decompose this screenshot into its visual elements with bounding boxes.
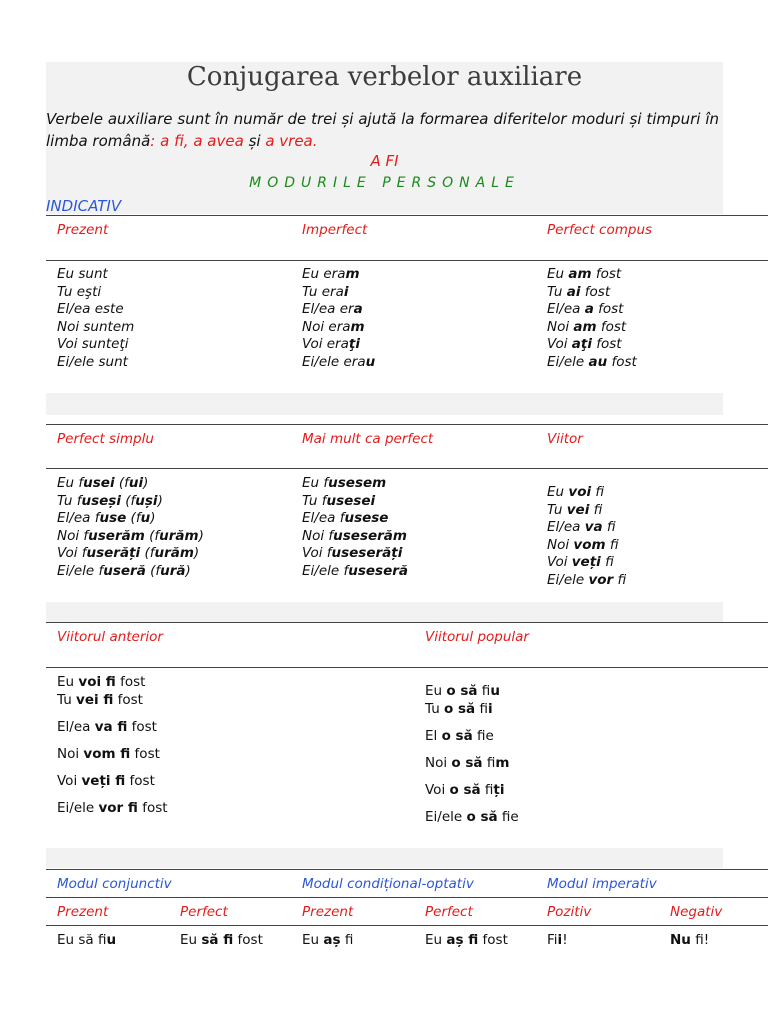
value-imperativ-negativ: Nu fi! [670,932,710,948]
conjugation-row: Ei/ele o să fie [425,809,519,825]
conjugation-row: Eu fusei (fui) [57,475,149,491]
header-viitorul-anterior: Viitorul anterior [57,629,163,645]
header-viitorul-popular: Viitorul popular [425,629,529,645]
conjugation-viitorul-anterior [57,674,168,818]
conjugation-row: El/ea fuse (fu) [57,510,156,526]
conjugation-row: Eu o să fiu [425,683,500,699]
tense-label: Pozitiv [547,904,592,920]
spacer-shade-2 [46,602,723,622]
conjugation-perfect-compus [547,266,637,371]
intro-text: Verbele auxiliare sunt în număr de trei și ajută la formarea diferitelor moduri și timpuri în limba română [46,110,719,150]
header-imperfect: Imperfect [302,222,368,238]
divider [46,424,768,425]
conjugation-row: Noi vom fi [547,536,619,553]
value-imperativ-pozitiv: Fii! [547,932,568,948]
conjugation-row: El/ea va fi [547,519,616,535]
value-conditional-prezent: Eu aș fi [302,932,354,948]
tense-label: Prezent [302,904,354,920]
conjugation-row: Ei/ele au fost [547,353,637,370]
conjugation-row: Voi veți fi fost [57,773,155,789]
divider [46,897,768,898]
conjugation-row: Noi suntem [57,318,135,335]
conjugation-row: Tu erai [302,283,349,300]
divider [46,925,768,926]
mode-conditional-optativ: Modul condițional-optativ [302,876,474,892]
conjugation-row: Eu voi fi fost [57,674,146,690]
divider [46,869,768,870]
section-heading: MODURILE PERSONALE [249,175,520,191]
conjugation-row: Noi vom fi fost [57,746,160,762]
conjugation-row: Noi eram [302,318,365,335]
conjugation-row: Voi fuserăți (furăm) [57,545,200,561]
conjugation-row: El/ea era [302,301,363,317]
conjugation-row: Ei/ele fuseseră [302,562,409,579]
mode-conjunctiv: Modul conjunctiv [57,876,172,892]
conjugation-viitorul-popular [425,683,519,827]
conjugation-viitor [547,484,626,589]
conjugation-row: Tu vei fi fost [57,692,143,708]
conjugation-row: Voi fuseserăți [302,545,403,561]
intro-verb-1: a fi, [160,132,189,150]
conjugation-row: Noi am fost [547,318,627,335]
conjugation-row: Noi fuseserăm [302,527,407,544]
conjugation-row: Voi aţi fost [547,336,622,352]
conjugation-row: Voi veți fi [547,554,614,570]
conjugation-mai-mult-ca-perfect [302,475,408,580]
value-conjunctiv-perfect: Eu să fi fost [180,932,263,948]
conjugation-row: Tu ai fost [547,283,611,300]
conjugation-row: El/ea va fi fost [57,719,157,735]
conjugation-row: El o să fie [425,728,494,744]
header-mai-mult-ca-perfect: Mai mult ca perfect [302,431,434,447]
conjugation-row: Eu sunt [57,266,108,282]
conjugation-row: Tu o să fii [425,701,493,717]
conjugation-row: Ei/ele vor fi [547,571,627,588]
conjugation-row: El/ea a fost [547,301,624,317]
conjugation-row: Eu voi fi [547,484,605,500]
tense-label: Perfect [180,904,228,920]
value-conditional-perfect: Eu aș fi fost [425,932,508,948]
conjugation-row: Tu vei fi [547,501,603,518]
conjugation-row: Voi sunteţi [57,336,129,352]
conjugation-row: Noi fuserăm (furăm) [57,527,204,544]
conjugation-row: El/ea fusese [302,510,389,526]
divider [46,468,768,469]
conjugation-row: Voi o să fiți [425,782,505,798]
header-prezent: Prezent [57,222,109,238]
divider [46,622,768,623]
conjugation-row: Tu fusesei [302,492,376,509]
intro-paragraph [46,108,719,152]
conjugation-row: Ei/ele vor fi fost [57,800,168,816]
tense-label: Prezent [57,904,109,920]
conjugation-row: El/ea este [57,301,124,317]
value-conjunctiv-prezent: Eu să fiu [57,932,117,948]
conjugation-row: Tu eşti [57,283,102,300]
conjugation-row: Ei/ele sunt [57,353,128,370]
intro-verb-3: a vrea. [265,132,318,150]
header-perfect-simplu: Perfect simplu [57,431,154,447]
conjugation-row: Noi o să fim [425,755,510,771]
conjugation-row: Voi eraţi [302,336,360,352]
intro-colon: : [150,132,156,150]
page-title: Conjugarea verbelor auxiliare [186,62,583,92]
tense-label: Perfect [425,904,473,920]
conjugation-row: Tu fuseși (fuși) [57,492,163,509]
indicativ-label: INDICATIV [46,197,122,215]
divider [46,215,768,216]
header-viitor: Viitor [547,431,583,447]
intro-and: și [248,132,261,150]
verb-heading: A FI [370,152,399,170]
conjugation-row: Ei/ele fuseră (fură) [57,562,191,579]
mode-imperativ: Modul imperativ [547,876,657,892]
header-perfect-compus: Perfect compus [547,222,653,238]
conjugation-row: Ei/ele erau [302,353,376,370]
conjugation-perfect-simplu [57,475,204,580]
divider [46,260,768,261]
conjugation-row: Eu fusesem [302,475,387,491]
spacer-shade-3 [46,848,723,868]
intro-verb-2: a avea [193,132,244,150]
spacer-shade-1 [46,393,723,415]
conjugation-row: Eu eram [302,266,360,282]
conjugation-row: Eu am fost [547,266,622,282]
divider [46,667,768,668]
conjugation-imperfect [302,266,375,371]
conjugation-prezent [57,266,134,371]
tense-label: Negativ [670,904,723,920]
